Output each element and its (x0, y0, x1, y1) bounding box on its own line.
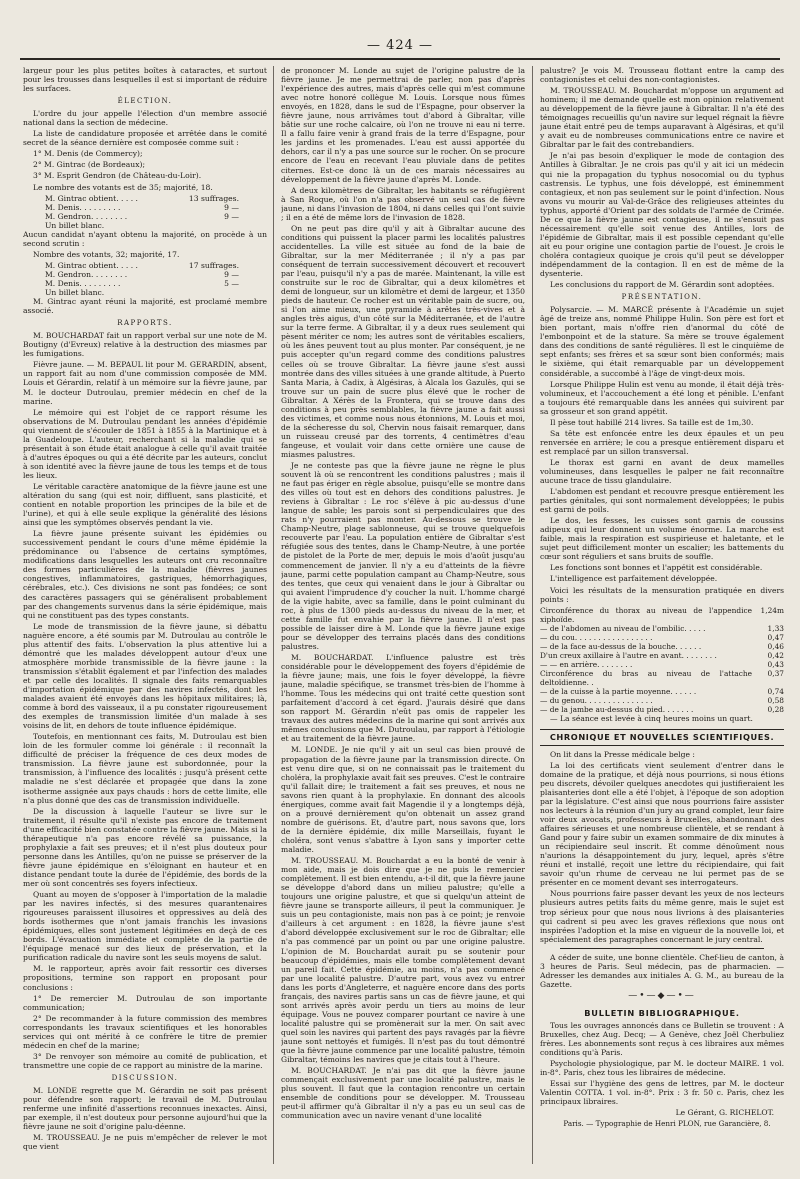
measure-label: Circonférence du bras au niveau de l'attache deltoïdienne. . (540, 668, 752, 687)
paragraph: On lit dans la Presse médicale belge : (550, 749, 695, 759)
page-number: — 424 — (366, 38, 434, 53)
paragraph: M. TROUSSEAU. Je ne puis m'empêcher de relever le mot que vient (23, 1133, 267, 1152)
paragraph: La liste de candidature proposée et arrêtée dans le comité secret de la séance dernière est composée comme suit : (23, 129, 267, 148)
vote-row (23, 270, 267, 279)
measure-label: D'un creux axillaire à l'autre en avant. . . . . . . . (540, 650, 717, 660)
vote-name: M. Denis. . . . . . . . . (45, 278, 121, 288)
conclusion-item: 1° De remercier M. Dutroulau de son importante communication; (23, 993, 267, 1012)
paragraph: Il pèse tout habillé 214 livres. Sa taille est de 1m,30. (550, 417, 754, 427)
table-row (540, 669, 784, 687)
measure-value: 0,74 (767, 686, 784, 696)
vote-name: M. Gintrac obtient. . . . . (45, 193, 138, 203)
vote-count: 13 suffrages. (188, 193, 239, 203)
paragraph: Essai sur l'hygiène des gens de lettres, par M. le docteur Valentin COTTA. 1 vol. in-8°. Prix : 3 fr. 50 c. Paris, chez les principaux libraires. (540, 1079, 784, 1107)
paragraph: La loi des certificats vient seulement d'entrer dans le domaine de la pratique, et déjà nous pourrions, si nous étions peu discrets, dévoiler quelques anecdotes qui justifieraient les plaisanteries dont elle a été l'objet, à l'époque de son adoption par la législature. C'est ainsi que nous pourrions faire assister nos lecteurs à la réunion d'un jury au grand complet, leur faire voir deux avocats, professeurs à Bruxelles, abandonnant des affaires sérieuses et une nombreuse clientèle, et se rendant à Gand pour y faire subir un examen sommaire de dix minutes à un récipiendaire seul inscrit. Et comme dénoûment nous n'aurions la désappointement du jury, lequel, après s'être réuni et installé, reçoit une lettre du récipiendaire, qui fait savoir qu'un rhume de cerveau ne lui permet pas de se présenter en ce moment devant ses interrogateurs. (540, 760, 784, 888)
paragraph: de prononcer M. Londe au sujet de l'origine palustre de la fièvre jaune. Je me permettrai de parler, non pas d'après l'expérience des autres, mais d'après celle qui m'est commune avec notre honoré collègue M. Louis. Lorsque nous fûmes envoyés, en 1828, dans le sud de l'Espagne, pour observer la fièvre jaune, nous arrivâmes tout d'abord à Gibraltar, ville bâtie sur une roche calcaire, où l'on ne trouve ni eau ni terre. Il a fallu faire venir à grand frais de la terre d'Espagne, pour les jardins et les promenades. L'eau est aussi apportée du dehors, car il n'y a pas une source sur le rocher. On se procure encore de l'eau en recevant l'eau pluviale dans de petites citernes. Est-ce donc là un de ces marais nécessaires au développement de la fièvre jaune d'après M. Londe. (281, 66, 525, 184)
paragraph: — La séance est levée à cinq heures moins un quart. (550, 713, 753, 723)
paragraph: Nombre des votants, 32; majorité, 17. (33, 249, 180, 259)
paragraph: Quant au moyen de s'opposer à l'importation de la maladie par les navires infectés, si des mesures quarantenaires rigoureuses paraissent illusoires et oppressives au delà des bords isothermes que n'ont jamais franchis les invasions épidémiques, elles sont justement légitimées en deçà de ces bords. L'évacuation immédiate et complète de la partie de l'équipage menacé sur des lieux de préservation, et la purification radicale du navire sont les seuls moyens de salut. (23, 890, 267, 963)
measure-value: 0,46 (767, 641, 784, 651)
paragraph: Le mémoire qui est l'objet de ce rapport résume les observations de M. Dutroulau pendant les années d'épidémie qui viennent de s'écouler de 1851 à 1855 à la Martinique et à la Guadeloupe. L'auteur, recherchant si la maladie qui se présentait à son étude était analogue à celle qu'il avait traitée à d'autres époques ou qui a été décrite par les auteurs, conclut à son identité avec la fièvre jaune de tous les temps et de tous les lieux. (23, 407, 267, 480)
paragraph: palustre? Je vois M. Trousseau flottant entre la camp des contagionistes et celui des non-contagionistes. (540, 66, 784, 85)
measure-label: Circonférence du thorax au niveau de l'appendice xiphoïde. (540, 605, 752, 624)
paragraph: M. BOUCHARDAT fait un rapport verbal sur une note de M. Boutigny (d'Evreux) relative à la destruction des miasmes par les fumigations. (23, 331, 267, 359)
section-heading-chronicle: CHRONIQUE ET NOUVELLES SCIENTIFIQUES. (540, 729, 784, 746)
measure-label: — de la jambe au-dessus du pied. . . . . . . (540, 704, 694, 714)
measure-value: 0,37 (767, 668, 784, 678)
vote-count: 5 — (224, 278, 239, 288)
vote-row (23, 203, 267, 212)
vote-name: M. Gendron. . . . . . . . (45, 211, 128, 221)
paragraph: M. TROUSSEAU. M. Bouchardat a eu la bonté de venir à mon aide, mais je dois dire que je ne puis le remercier complètement. Il est bien entendu, a-t-il dit, que la fièvre jaune se développe d'abord dans un milieu palustre; qu'elle a toujours une origine palustre, et que si quelqu'un atteint de fièvre jaune se transporte ailleurs, il peut la communiquer. Je suis un peu contagioniste, mais non pas à ce point; je renvoie d'ailleurs à cet argument : en 1828, la fièvre jaune s'est d'abord développée exclusivement sur le roc de Gibraltar; elle n'a pas commencé par un point ou par une origine palustre. L'opinion de M. Bouchardat aurait pu se soutenir pour beaucoup d'épidémies, mais elle tombe complètement devant un pareil fait. Cette épidémie, au moins, n'a pas commencé par une localité palustre. D'autre part, vous avez vu entrer dans les ports d'Angleterre, et naguère encore dans des ports français, des navires partis sans un cas de fièvre jaune, et qui sont arrivés après avoir perdu un tiers au moins de leur équipage. Vous ne pouvez comparer pourtant ce navire à une localité palustre qui se promènerait sur la mer. On sait avec quel soin les navires qui partent des pays ravagés par la fièvre jaune sont nettoyés et fumigés. Il n'est pas du tout démontré que la fièvre jaune commence par une localité palustre, témoin Gibraltar, témoins les navires que je citais tout à l'heure. (281, 856, 525, 1065)
vote-count: 9 — (224, 269, 239, 279)
vote-row (23, 288, 267, 297)
candidate-item: 1° M. Denis (de Commercy); (33, 149, 143, 159)
divider (560, 948, 764, 949)
paragraph: Le mode de transmission de la fièvre jaune, si débattu naguère encore, a été soumis par M. Dutroulau au contrôle le plus attentif des faits. L'observation la plus attentive lui a démontré que les malades développent autour d'eux une atmosphère morbide transmissible de la fièvre jaune : la transmission s'établit également et par l'infection des malades et par celle des localités. Il signale des faits remarquables d'importation épidémique par des navires infectés, dont les malades avaient été envoyés dans les hôpitaux militaires; là, comme à bord des vaisseaux, il a pu constater rigoureusement des exemples de transmission limitée d'un malade à ses voisins de lit, en dehors de toute influence épidémique. (23, 621, 267, 731)
conclusion-item: 2° De recommander à la future commission des membres correspondants les travaux scientifiques et les honorables services qui ont mérité à ce confrère le titre de premier médecin en chef de la marine; (23, 1013, 267, 1050)
table-row (540, 687, 784, 696)
measure-label: — du cou. . . . . . . . . . . . . . . . . (540, 632, 653, 642)
paragraph: Le nombre des votants est de 35; majorité, 18. (33, 182, 213, 192)
paragraph: M. LONDE. Je nie qu'il y ait un seul cas bien prouvé de propagation de la fièvre jaune par la transmission directe. On est venu dire que, si on ne connaissait pas le traitement du choléra, la prophylaxie avait fait ses preuves. C'est le contraire qu'il fallait dire; le traitement a fait ses preuves, et nous ne savons rien quant à la prophylaxie. En donnant des alcools énergiques, comme avait fait Magendie il y a longtemps déjà, on a prouvé dernièrement qu'on obtenait un assez grand nombre de guérisons. Et, d'autre part, nous savons que, lors de la dernière épidémie, dix mille Marseillais, fuyant le choléra, sont venus s'abattre à Lyon sans y importer cette maladie. (281, 745, 525, 854)
paragraph: M. BOUCHARDAT. Je n'ai pas dit que la fièvre jaune commençait exclusivement par une localité palustre, mais le plus souvent. Il faut que la contagion rencontre un certain ensemble de conditions pour se développer. M. Trousseau peut-il affirmer qu'à Gibraltar il n'y a pas eu un seul cas de communication avec un navire venant d'une localité (281, 1066, 525, 1121)
paragraph: Nous pourrions faire passer devant les yeux de nos lecteurs plusieurs autres petits faits du même genre, mais le sujet est trop sérieux pour que nous nous livrions à des plaisanteries qui cadrent si peu avec les graves réflexions que nous ont inspirées l'adoption et la mise en vigueur de la nouvelle loi, et spécialement des paragraphes concernant le jury central. (540, 889, 784, 944)
section-heading-reports: RAPPORTS. (117, 319, 173, 328)
vote-name: M. Denis. . . . . . . . . (45, 202, 121, 212)
header-rule (20, 58, 780, 60)
paragraph: L'ordre du jour appelle l'élection d'un membre associé national dans la section de médecine. (23, 109, 267, 128)
table-row (540, 696, 784, 705)
section-heading-election: ÉLECTION. (117, 97, 173, 106)
paragraph: Tous les ouvrages annoncés dans ce Bulletin se trouvent : A Bruxelles, chez Aug. Decq; — A Genève, chez Joël Cherbuliez frères. Les abonnements sont reçus à ces libraires aux mêmes conditions qu'à Paris. (540, 1020, 784, 1058)
table-row (540, 705, 784, 714)
paragraph: On ne peut pas dire qu'il y ait à Gibraltar aucune des conditions qui puissent la placer parmi les localités palustres accidentelles. La ville est située au fond de la baie de Gibraltar, sur la mer Méditerranée ; il n'y a pas par conséquent de terrain successivement découvert et recouvert par l'eau, puisqu'il n'y a pas de marée. Maintenant, la ville est construite sur le roc de Gibraltar, qui a deux kilomètres et demi de longueur, sur un kilomètre et demi de largeur, et 1350 pieds de hauteur. Ce rocher est un véritable pain de sucre, ou, si l'on aime mieux, une pyramide à arêtes très-vives et à angles très aigus, d'un côté sur la Méditerranée, et de l'autre sur la terre ferme. A Gibraltar, il y a deux rues seulement qui pèsent mériter ce nom; les autres sont de véritables escaliers, où les ânes peuvent tout au plus monter. Par conséquent, je ne puis accepter qu'un regard comme des conditions palustres celles où se trouve Gibraltar. La fièvre jaune s'est aussi montrée dans des villes situées à une grande altitude, à Puerto Santa Maria, à Cadix, à Algésiras, à Alcala los Gazulès, qui se trouve sur un pain de sucre plus élevé que le rocher de Gibraltar. A Xérès de la Frontera, qui se trouve dans des conditions à peu près semblables, la fièvre jaune a fait aussi des victimes, et comme nous nous étonnions, M. Louis et moi, de la sécheresse du sol, Chervin nous faisait remarquer, dans un ruisseau creusé par des torrents, 4 centimètres d'eau fangeuse, et voulait voir dans cette ornière une cause de miasmes palustres. (281, 223, 525, 459)
column-1 (23, 66, 267, 1164)
column-3 (540, 66, 784, 1164)
table-row (540, 660, 784, 669)
measure-label: — de la cuisse à la partie moyenne. . . . . . (540, 686, 697, 696)
vote-count: 17 suffrages. (188, 260, 239, 270)
vote-name: M. Gintrac obtient. . . . . (45, 260, 138, 270)
gerant-signature: Le Gérant, G. RICHELOT. (675, 1108, 774, 1118)
vote-name: M. Gendron. . . . . . . . (45, 269, 128, 279)
measure-label: — de la face au-dessus de la bouche. . . . . . (540, 641, 702, 651)
table-row (540, 624, 784, 633)
table-row (540, 606, 784, 624)
vote-row (23, 279, 267, 288)
paragraph: La fièvre jaune présente suivant les épidémies ou successivement pendant le cours d'une même épidémie la prédominance ou l'absence de certains symptômes, modifications dans lesquelles les auteurs ont cru reconnaître des formes particulières de la maladie (fièvres jaunes congestives, inflammatoires, gastriques, hémorrhagiques, cérébrales, etc.). Ces divisions ne sont pas fondées; ce sont des caractères passagers qui se généralisent probablement par des changements survenus dans la série épidémique, mais qui ne constituent pas des types constants. (23, 529, 267, 620)
vote-row (23, 212, 267, 221)
paragraph: Fièvre jaune. — M. BEPAUL lit pour M. GERARDIN, absent, un rapport fait au nom d'une commission composée de MM. Louis et Gérardin, relatif à un mémoire sur la fièvre jaune, par M. le docteur Dutroulau, premier médecin en chef de la marine. (23, 360, 267, 406)
vote-row (23, 221, 267, 230)
paragraph: Sa tête est enfoncée entre les deux épaules et un peu renversée en arrière; le cou a presque entièrement disparu et est remplacé par un sillon transversal. (540, 428, 784, 456)
intro-paragraph: largeur pour les plus petites boîtes à cataractes, et surtout pour les trousses dans lesquelles il est si important de réduire les surfaces. (23, 66, 267, 94)
paragraph: Polysarcie. — M. MARCÉ présente à l'Académie un sujet âgé de treize ans, nommé Philippe Hulin. Son père est fort et bien portant, mais n'offre rien d'anormal du côté de l'embonpoint et de la stature. Sa mère se trouve également dans des conditions de santé régulières. Il est le cinquième de sept enfants; ses frères et sa sœur sont bien conformés; mais le sixième, qui était remarquable par un développement considérable, a succombé à l'âge de vingt-deux mois. (540, 305, 784, 378)
vote-row (23, 261, 267, 270)
vote-count: 9 — (224, 211, 239, 221)
paragraph: M. le rapporteur, après avoir fait ressortir ces diverses propositions, termine son rapport en proposant pour conclusions : (23, 964, 267, 992)
table-row (540, 642, 784, 651)
section-heading-presentation: PRÉSENTATION. (621, 293, 703, 302)
column-divider (532, 66, 533, 1164)
paragraph: M. Gintrac ayant réuni la majorité, est proclamé membre associé. (23, 297, 267, 316)
conclusion-item: 3° De renvoyer son mémoire au comité de publication, et transmettre une copie de ce rapport au ministre de la marine. (23, 1051, 267, 1070)
paragraph: Toutefois, en mentionnant ces faits, M. Dutroulau est bien loin de les formuler comme loi générale : il reconnaît la difficulté de préciser la fréquence de ces deux modes de transmission. La fièvre jaune est subordonnée, pour la transmission, à l'influence des localités : jusqu'à présent cette maladie ne s'est déclarée et propagée que dans la zone isotherme assignée aux pays chauds : hors de cette limite, elle n'a plus donné que des cas de transmission individuelle. (23, 732, 267, 805)
measure-value: 0,28 (767, 704, 784, 714)
section-heading-discussion: DISCUSSION. (111, 1073, 179, 1082)
table-row (540, 633, 784, 642)
table-row (540, 651, 784, 660)
paragraph: Aucun candidat n'ayant obtenu la majorité, on procède à un second scrutin : (23, 229, 267, 248)
measure-value: 0,58 (767, 695, 784, 705)
paragraph: Les fonctions sont bonnes et l'appétit est considérable. (550, 563, 763, 573)
candidate-item: 2° M. Gintrac (de Bordeaux); (33, 160, 145, 170)
measure-value: 1,33 (767, 623, 784, 633)
measure-value: 1,24m (760, 605, 784, 615)
paragraph: L'abdomen est pendant et recouvre presque entièrement les parties génitales, qui sont normalement développées; le pubis est garni de poils. (540, 487, 784, 515)
column-divider (273, 66, 274, 1164)
paragraph: Je ne conteste pas que la fièvre jaune ne règne le plus souvent là où se rencontrent les conditions palustres ; mais il ne faut pas ériger en règle absolue, puisqu'elle se montre dans des villes où tout est en dehors des conditions palustres. Je reviens à Gibraltar : Le roc s'élève à pic au-dessus d'une langue de sable; les parois sont si perpendiculaires que des rats n'y pourraient pas monter. Au-dessous se trouve le Champ-Neutre, plage sablonneuse, qui se trouve quelquefois recouverte par l'eau. La population entière de Gibraltar s'est réfugiée sous des tentes, dans le Champ-Neutre, à une portée de pistolet de la Porte de mer, depuis le mois d'août jusqu'au commencement de janvier. Il n'y a eu d'atteints de la fièvre jaune, parmi cette population campant au Champ-Neutre, sous des tentes, que ceux qui venaient dans le jour à Gibraltar ou qui avaient l'imprudence d'y coucher la nuit. L'homme chargé de la vigie habite, avec sa famille, dans le point culminant du roc, à plus de 1300 pieds au-dessus du niveau de la mer, et cette famille fut envahie par la fièvre jaune. Il n'est pas possible de laisser dire à M. Londe que la fièvre jaune exige pour se développer des terrains placés dans des conditions palustres. (281, 461, 525, 651)
paragraph: Le thorax est garni en avant de deux mamelles volumineuses, dans lesquelles le palper ne fait reconnaître aucune trace de tissu glandulaire. (540, 457, 784, 486)
paragraph: Le véritable caractère anatomique de la fièvre jaune est une altération du sang (qui est noir, diffluent, sans plasticité, et contient en notable proportion les principes de la bile et de l'urine), et qui à elle seule explique la généralité des lésions ainsi que les symptômes observés pendant la vie. (23, 481, 267, 528)
column-2 (281, 66, 525, 1164)
paragraph: M. BOUCHARDAT. L'influence palustre est très considérable pour le développement des foyers d'épidémie de la fièvre jaune; mais, une fois le foyer développé, la fièvre jaune, maladie spécifique, se transmet très-bien de l'homme à l'homme. Tous les médecins qui ont traité cette question sont parfaitement d'accord à cet égard. J'aurais désiré que dans son rapport M. Gérardin n'eût pas omis de rappeler les travaux des autres médecins de la marine qui sont arrivés aux mêmes conclusions que M. Dutroulau, par rapport à l'étiologie et au traitement de la fièvre jaune. (281, 653, 525, 744)
measure-label: — du genou. . . . . . . . . . . . . . . (540, 695, 653, 705)
section-heading-bulletin: BULLETIN BIBLIOGRAPHIQUE. (584, 1007, 740, 1018)
vote-count: 9 — (224, 202, 239, 212)
paragraph: De la discussion à laquelle l'auteur se livre sur le traitement, il résulte qu'il n'existe pas encore de traitement d'une efficacité bien constatée contre la fièvre jaune. Mais si la thérapeutique n'a pas encore révélé sa puissance, la prophylaxie a fait ses preuves; et il n'est plus douteux pour personne dans les Antilles, qu'on ne puisse se préserver de la fièvre jaune épidémique en s'éloignant en hauteur et en distance pendant toute la durée de l'épidémie, des bords de la mer où sont concentrés ses foyers infectieux. (23, 806, 267, 888)
paragraph: Je n'ai pas besoin d'expliquer le mode de contagion des Antilles à Gibraltar. Je ne crois pas qu'il y ait ici un médecin qui nie la propagation du typhus nosocomial ou du typhus castrensis. Le typhus, une fois développé, est éminemment contagieux, et non pas seulement sur le point d'infection. Nous avons vu mourir au Val-de-Grâce des religieuses atteintes du typhus, apporté d'Orient par des soldats de l'armée de Crimée. De ce que la fièvre jaune est contagieuse, il ne s'ensuit pas nécessairement qu'elle soit venue des Antilles, lors de l'épidémie de Gibraltar, mais il est possible cependant qu'elle ait eu pour origine une contagion partie de l'ouest. Je crois le choléra contagieux quoique je crois qu'il peut se développer indépendamment de la contagion. Il en est de même de la dysenterie. (540, 151, 784, 279)
measure-label: — de l'abdomen au niveau de l'ombilic. . . . . (540, 623, 706, 633)
paragraph: M. LONDE regrette que M. Gérardin ne soit pas présent pour défendre son rapport; le travail de M. Dutroulau renferme une infinité d'assertions reconnues inexactes. Ainsi, par exemple, il n'est douteux pour personne aujourd'hui que la fièvre jaune ne soit d'origine palu-déenne. (23, 1085, 267, 1132)
paragraph: Le dos, les fesses, les cuisses sont garnis de coussins adipeux qui leur donnent un volume énorme. La marche est faible, mais la respiration est suspirieuse et haletante, et le sujet peut difficilement monter un escalier; les battements du cœur sont réguliers et sans bruits de souffle. (540, 516, 784, 562)
paragraph: Lorsque Philippe Hulin est venu au monde, il était déjà très-volumineux, et l'accouchement a été long et pénible. L'enfant a toujours été remarquable dans les années qui suivirent par sa grosseur et son grand appétit. (540, 379, 784, 416)
classified-ad: A céder de suite, une bonne clientèle. Chef-lieu de canton, à 3 heures de Paris. Seul médecin, pas de pharmacien. — Adresser les demandes aux initiales A. G. M., au bureau de la Gazette. (540, 952, 784, 989)
measure-value: 0,47 (767, 632, 784, 642)
paragraph: A deux kilomètres de Gibraltar, les habitants se réfugièrent à San Roque, où l'on n'a pas observé un seul cas de fièvre jaune, ni dans l'invasion de 1804, ni dans celles qui l'ont suivie ; il en a été de même lors de l'invasion de 1828. (281, 185, 525, 222)
vote-name: Un billet blanc. (45, 288, 105, 298)
ornament-divider: —•—◆—•— (628, 990, 696, 1001)
measure-value: 0,43 (767, 659, 784, 669)
measure-label: — — en arrière. . . . . . . . (540, 659, 633, 669)
paragraph: L'intelligence est parfaitement développée. (550, 574, 718, 584)
paragraph: Les conclusions du rapport de M. Gérardin sont adoptées. (550, 280, 775, 290)
vote-row (23, 194, 267, 203)
measurement-table (540, 606, 784, 714)
paragraph: Psychologie physiologique, par M. le docteur MAIRE. 1 vol. in-8°. Paris, chez tous les libraires de médecine. (540, 1059, 784, 1078)
imprint-line: Paris. — Typographie de Henri PLON, rue Garancière, 8. (563, 1119, 771, 1129)
candidate-item: 3° M. Esprit Gendron (de Château-du-Loir). (33, 171, 202, 181)
paragraph: M. TROUSSEAU. M. Bouchardat m'oppose un argument ad hominem; il me demande quelle est mon opinion relativement au développement de la fièvre jaune à Gibraltar. Il n'a été des témoignages recueillis qu'un navire sur lequel régnait la fièvre jaune était entré peu de temps auparavant à Algésiras, et qu'il y avait eu de nombreuses communications entre ce navire et Gibraltar par le fait des contrebandiers. (540, 86, 784, 150)
vote-name: Un billet blanc. (45, 220, 105, 230)
paragraph: Voici les résultats de la mensuration pratiquée en divers points : (540, 585, 784, 604)
measure-value: 0,42 (767, 650, 784, 660)
